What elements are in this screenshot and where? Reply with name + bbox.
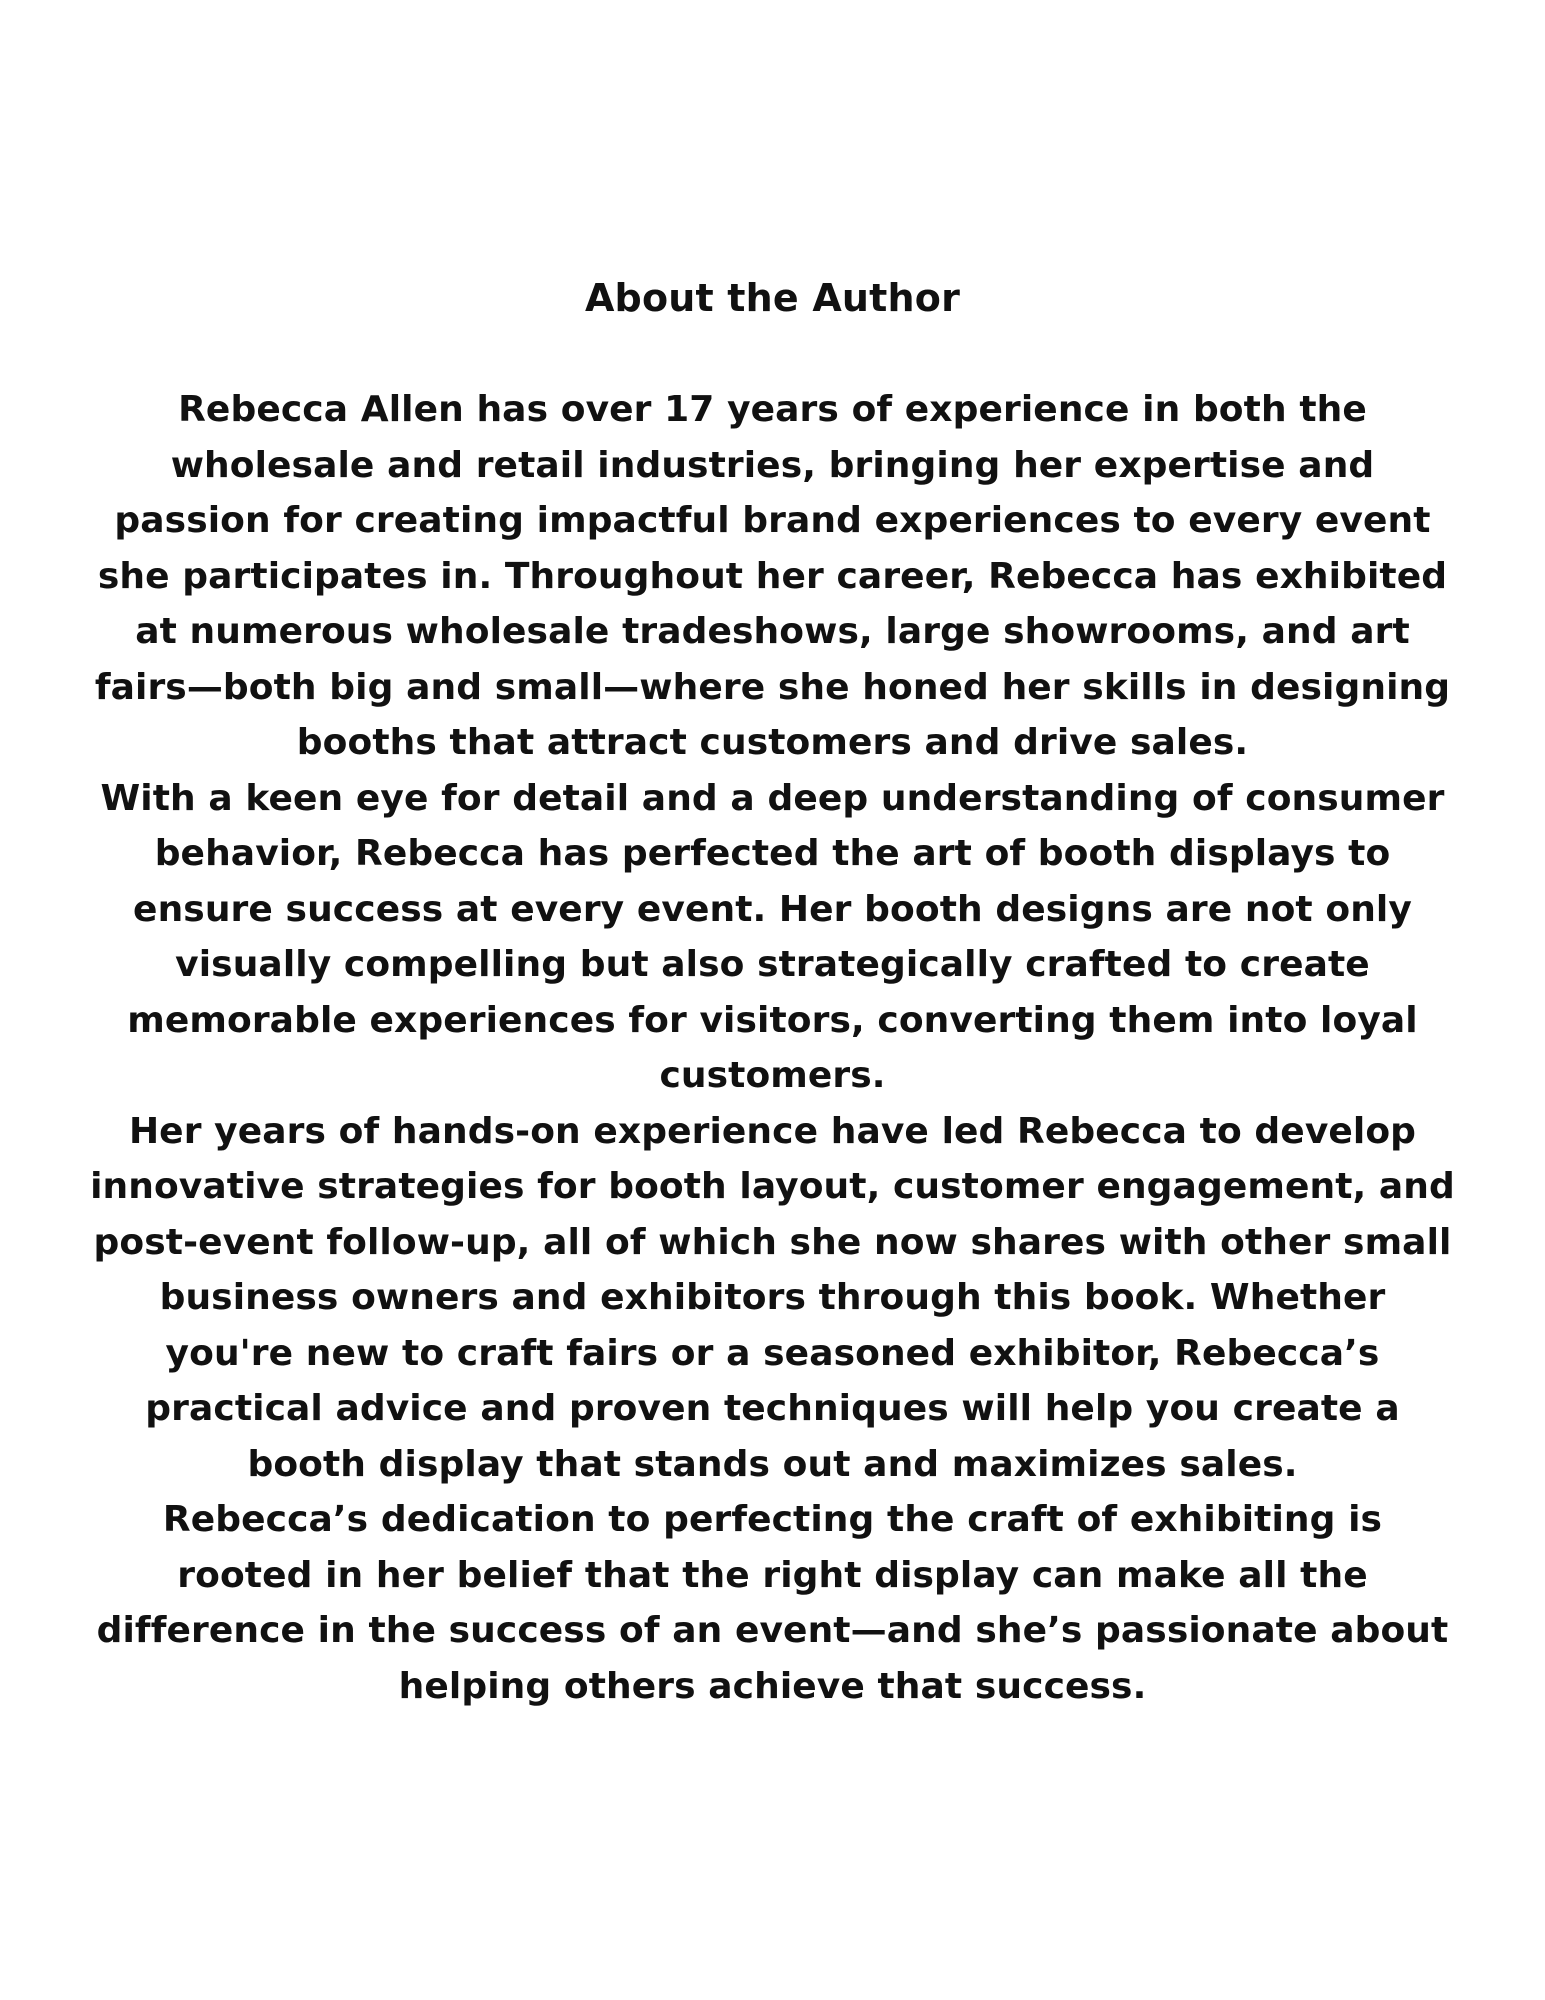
title-spacer (90, 326, 1455, 382)
paragraph-intro: Rebecca Allen has over 17 years of experience in both the wholesale and retail industries, bringing her expertise and passion for creating impactful brand experiences to every event she participates in. Throughout her career, Rebecca has exhibited at numerous wholesale tradeshows, large showrooms, and art fairs—both big and small—where she honed her skills in designing booths that attract customers and drive sales. (94, 389, 1451, 763)
paragraph-strategies: Her years of hands-on experience have led Rebecca to develop innovative strategies for booth layout, customer engagement, and post-event follow-up, all of which she now shares with other small business owners and exhibitors through this book. Whether you're new to craft fairs or a seasoned exhibitor, Rebecca’s practical advice and proven techniques will help you create a booth display that stands out and maximizes sales. (90, 1110, 1455, 1485)
page-title: About the Author (584, 276, 961, 320)
paragraph-dedication: Rebecca’s dedication to perfecting the craft of exhibiting is rooted in her belief that the right display can make all the difference in the success of an event—and she’s passionate about helping others achieve that success. (96, 1499, 1449, 1707)
paragraph-design: With a keen eye for detail and a deep understanding of consumer behavior, Rebecca has perfected the art of booth displays to ensure success at every event. Her booth designs are not only visually compelling but also strategically crafted to create memorable experiences for visitors, converting them into loyal customers. (100, 777, 1445, 1096)
document-page (90, 270, 1455, 1714)
